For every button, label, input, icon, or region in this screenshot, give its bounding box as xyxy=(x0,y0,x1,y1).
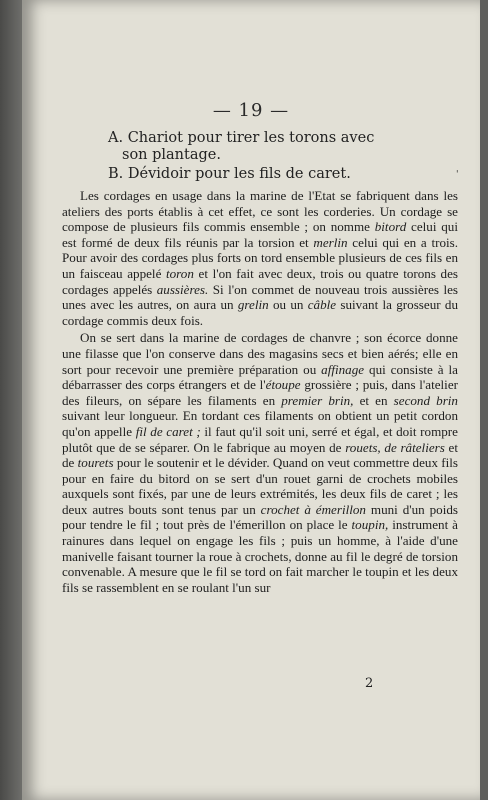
text-run: muni d'un poids pour tendre le fil ; tout près de l'émerillon on place le xyxy=(62,501,458,533)
term-bitord: bitord xyxy=(374,219,407,235)
term-rouets-rateliers: rouets, de râteliers xyxy=(345,439,445,455)
book-spine-shadow xyxy=(0,0,22,800)
term-second-brin: second brin xyxy=(393,392,458,408)
text-run: Les cordages en usage dans la marine de l'Etat se fabriquent dans les ateliers des ports établis à cet effet, ce sont les corderies. Un cordage se compose de plusieurs fils commis ensemble ; on nomme xyxy=(62,188,458,235)
term-toupin: toupin, xyxy=(351,517,389,533)
text-run: pour le soutenir et le dévider. Quand on veut commettre deux fils pour en faire du bitord on se sert d'un rouet garni de crochets mobiles auxquels sont fixés, par une de leurs extrémités, les deux fils de caret ; les deux autres bouts sont tenus par un xyxy=(62,455,459,517)
legend-item-a xyxy=(108,130,438,164)
text-run: grossière ; puis, dans l'atelier des fileurs, on sépare les filaments en xyxy=(62,377,458,408)
term-tourets: tourets xyxy=(77,455,114,471)
margin-mark: ' xyxy=(456,170,459,180)
text-run: et en xyxy=(353,392,394,408)
text-run: Si l'on commet de nouveau trois aussières les unes avec les autres, on aura un xyxy=(62,281,458,313)
term-crochet-emerillon: crochet à émerillon xyxy=(260,501,366,517)
term-affinage: affinage xyxy=(321,361,365,377)
paragraph-chanvre xyxy=(62,330,458,595)
term-grelin: grelin xyxy=(237,297,269,313)
term-premier-brin: premier brin, xyxy=(281,392,354,408)
text-run: celui qui est formé de deux fils réunis par la torsion et xyxy=(62,219,458,250)
text-run: et l'on fait avec deux, trois ou quatre torons des cordages appelés xyxy=(62,265,458,297)
text-run: suivant la grosseur du cordage commis deux fois. xyxy=(62,297,459,328)
legend-item-b: B. Dévidoir pour les fils de caret. xyxy=(108,166,351,182)
term-aussieres: aussières. xyxy=(156,281,209,297)
signature-mark: 2 xyxy=(365,676,374,691)
paragraph-cordages xyxy=(62,188,458,328)
page-number: — 19 — xyxy=(212,100,290,121)
legend-item-a-continuation: son plantage. xyxy=(122,147,221,163)
term-merlin: merlin xyxy=(313,234,348,250)
text-run: il faut qu'il soit uni, serré et égal, et doit rompre plutôt que de se séparer. On le fabrique au moyen de xyxy=(62,423,458,455)
term-etoupe: étoupe xyxy=(265,377,301,393)
figure-legend xyxy=(108,130,438,185)
text-run: On se sert dans la marine de cordages de chanvre ; son écorce donne une filasse que l'on conserve dans des magasins secs et bien aérés; elle en sort pour recevoir une première préparation ou xyxy=(62,330,458,377)
term-cable: câble xyxy=(307,297,337,313)
text-run: instrument à rainures dans lequel on engage les fils ; puis un homme, à l'aide d'une manivelle faisant tourner la roue à crochets, donne au fil le degré de torsion convenable. A mesure que le fil se tord on fait marcher le toupin et les deux fils se rassemblent en se roulant l'un sur xyxy=(62,517,458,595)
text-run: et de xyxy=(62,439,458,471)
text-run: qui consiste à la débarrasser des corps étrangers et de l' xyxy=(62,361,458,393)
legend-item-a-text: A. Chariot pour tirer les torons avec xyxy=(108,130,375,146)
body-text xyxy=(62,188,458,597)
text-run: suivant leur longueur. En tordant ces filaments on obtient un petit cordon qu'on appelle xyxy=(62,408,458,439)
term-fil-de-caret: fil de caret ; xyxy=(135,423,201,439)
term-toron: toron xyxy=(166,265,194,281)
text-run: celui qui en a trois. Pour avoir des cordages plus forts on tord ensemble plusieurs de ces fils en un faisceau appelé xyxy=(62,234,458,281)
book-page xyxy=(22,0,480,800)
text-run: ou un xyxy=(268,297,308,313)
